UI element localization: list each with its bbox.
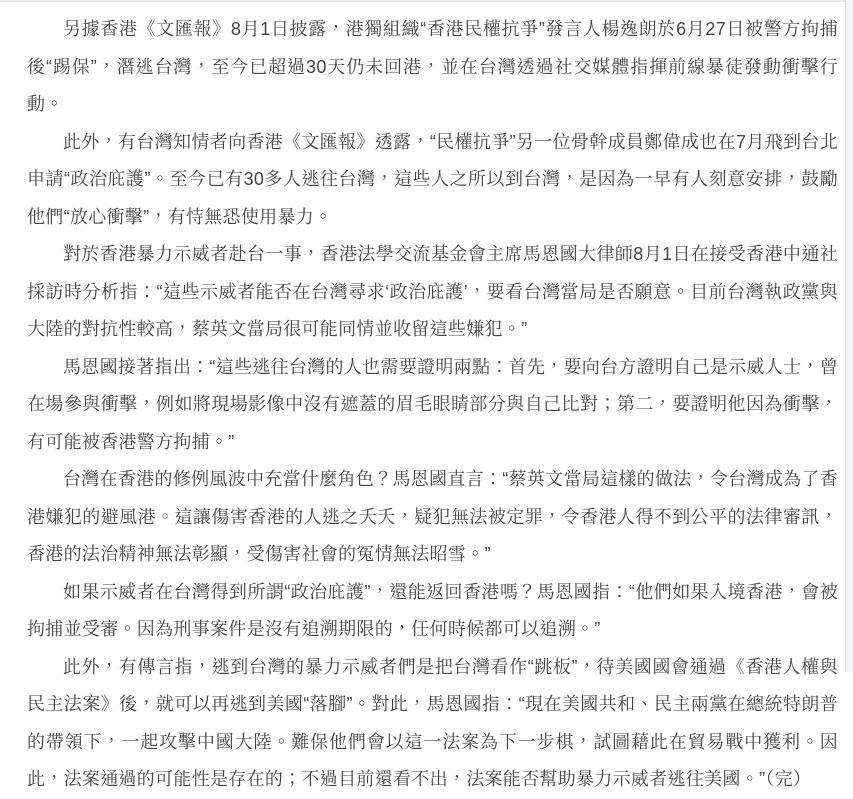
paragraph-2: 此外，有台灣知情者向香港《文匯報》透露，“民權抗爭”另一位骨幹成員鄭偉成也在7月飛到台北申請“政治庇護”。至今已有30多人逃往台灣，這些人之所以到台灣，是因為一早有人刻意安排，鼓勵他們“放心衝擊”，有恃無恐使用暴力。 xyxy=(27,131,838,227)
paragraph-5: 台灣在香港的修例風波中充當什麼角色？馬恩國直言：“蔡英文當局這樣的做法，令台灣成為了香港嫌犯的避風港。這讓傷害香港的人逃之夭夭，疑犯無法被定罪，令香港人得不到公平的法律審訊，香港的法治精神無法彰顯，受傷害社會的冤情無法昭雪。” xyxy=(27,469,838,564)
paragraph-4: 馬恩國接著指出：“這些逃往台灣的人也需要證明兩點：首先，要向台方證明自己是示威人士，曾在場參與衝擊，例如將現場影像中沒有遮蓋的眉毛眼睛部分與自己比對；第二，要證明他因為衝擊，有可能被香港警方拘捕。” xyxy=(27,356,838,452)
paragraph-6: 如果示威者在台灣得到所謂“政治庇護”，還能返回香港嗎？馬恩國指：“他們如果入境香港，會被拘捕並受審。因為刑事案件是沒有追溯期限的，任何時候都可以追溯。” xyxy=(27,581,838,639)
paragraph-3: 對於香港暴力示威者赴台一事，香港法學交流基金會主席馬恩國大律師8月1日在接受香港中通社採訪時分析指：“這些示威者能否在台灣尋求‘政治庇護’，要看台灣當局是否願意。目前台灣執政黨與大陸的對抗性較高，蔡英文當局很可能同情並收留這些嫌犯。” xyxy=(27,244,838,339)
paragraph-1: 另據香港《文匯報》8月1日披露，港獨組織“香港民權抗爭”發言人楊逸朗於6月27日被警方拘捕後“踢保”，潛逃台灣，至今已超過30天仍未回港，並在台灣透過社交媒體指揮前線暴徒發動衝擊行動。 xyxy=(27,19,838,114)
paragraph-7: 此外，有傳言指，逃到台灣的暴力示威者們是把台灣看作“跳板”，待美國國會通過《香港人權與民主法案》後，就可以再逃到美國“落腳”。對此，馬恩國指：“現在美國共和、民主兩黨在總統特朗普的帶領下，一起攻擊中國大陸。難保他們會以這一法案為下一步棋，試圖藉此在貿易戰中獲利。因此，法案通過的可能性是存在的；不過目前還看不出，法案能否幫助暴力示威者逃往美國。”（完） xyxy=(27,656,838,789)
